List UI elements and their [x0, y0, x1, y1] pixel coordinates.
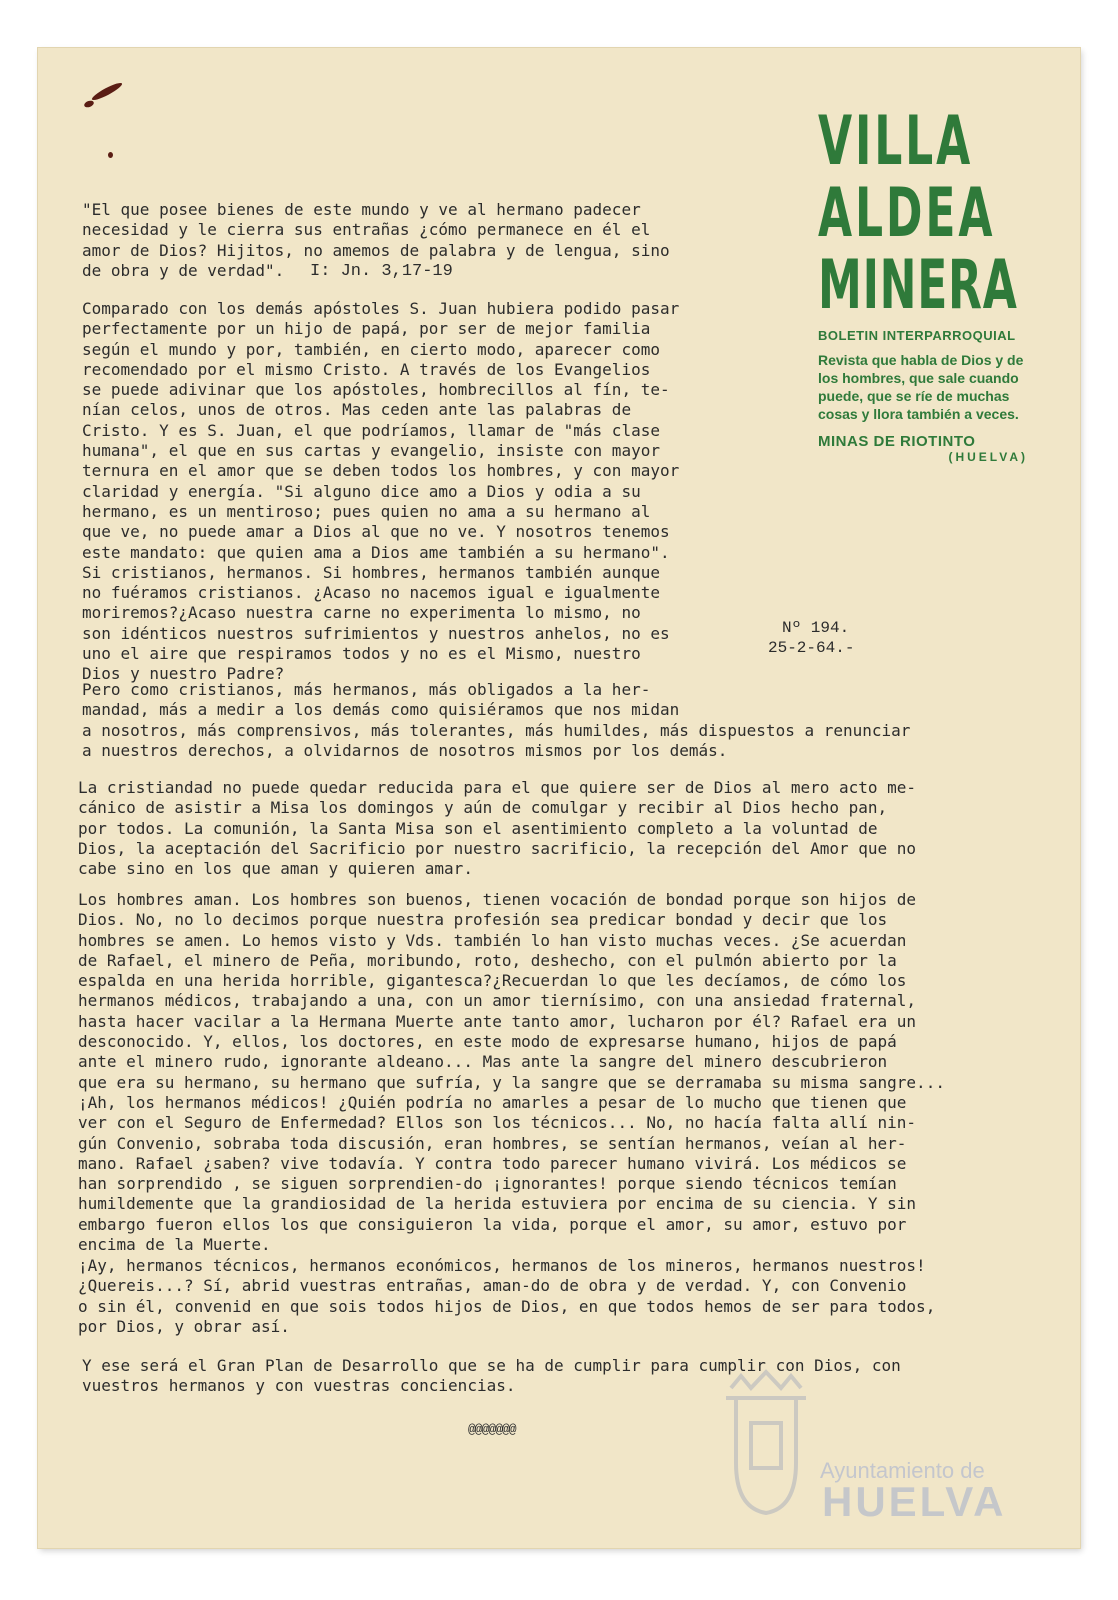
paragraph-5: Y ese será el Gran Plan de Desarrollo que se ha de cumplir para cumplir con Dios, con vuestros hermanos y con vuestras conciencias. — [82, 1356, 901, 1396]
masthead-title-minera: MINERA — [818, 246, 1018, 325]
masthead-place: MINAS DE RIOTINTO — [818, 433, 976, 450]
watermark-line-2: HUELVA — [822, 1478, 1007, 1525]
ink-stain — [90, 80, 123, 102]
issue-info — [768, 618, 854, 658]
masthead-title-villa: VILLA — [818, 102, 974, 181]
opening-quote: "El que posee bienes de este mundo y ve al hermano padecer necesidad y le cierra sus entrañas ¿cómo permanece en él el amor de Dios? Hijitos, no amemos de palabra y de lengua, sino de obra y de verdad". — [82, 200, 670, 280]
masthead-title-aldea: ALDEA — [818, 174, 996, 253]
paragraph-2: La cristiandad no puede quedar reducida para el que quiere ser de Dios al mero acto me- cánico de asistir a Misa los domingos y aún de comulgar y recibir al Dios hecho pan, por todos. La comunión, la Santa Misa son el asentimiento completo a la voluntad de Dios, la aceptación del Sacrificio por nuestro sacrificio, la recepción del Amor que no cabe sino en los que aman y quieren amar. — [78, 778, 917, 879]
paragraph-1: Comparado con los demás apóstoles S. Juan hubiera podido pasar perfectamente por un hijo de papá, por ser de mejor familia según el mundo y por, también, en cierto modo, aparecer como recomendado por el mismo Cristo. A través de los Evangelios se puede adivinar que los apóstoles, hombrecillos al fín, te- nían celos, unos de otros. Mas ceden ante las palabras de Cristo. Y es S. Juan, el que podríamos, llamar de "más clase humana", el que en sus cartas y evangelio, insiste con mayor ternura en el amor que se deben todos los hombres, y con mayor claridad y energía. "Si alguno dice amo a Dios y odia a su hermano, es un mentiroso; pues quien no ama a su hermano al que ve, no puede amar a Dios al que no ve. Y nosotros tenemos este mandato: que quien ama a Dios ame también a su hermano". Si cristianos, hermanos. Si hombres, hermanos también aunque no fuéramos cristianos. ¿Acaso no nacemos igual e igualmente moriremos?¿Acaso nuestra carne no experimenta lo mismo, no son idénticos nuestros sufrimientos y nuestros anhelos, no es uno el aire que respiramos todos y no es el Mismo, nuestro Dios y nuestro Padre? — [82, 299, 680, 684]
masthead-description: Revista que habla de Dios y de los hombres, que sale cuando puede, que se ríe de muchas cosas y llora también a veces. — [818, 352, 1024, 422]
ink-dot — [108, 152, 113, 158]
paragraph-1-end: Pero como cristianos, más hermanos, más obligados a la her- mandad, más a medir a los demás como quisiéramos que nos midan a nosotros, más comprensivos, más tolerantes, más humildes, más dispuestos a renunciar a nuestros derechos, a olvidarnos de nosotros mismos por los demás. — [82, 680, 911, 760]
masthead-province: (HUELVA) — [948, 450, 1028, 464]
issue-number: Nº 194. — [782, 619, 850, 637]
issue-date: 25-2-64.- — [768, 639, 855, 657]
quote-citation: I: Jn. 3,17-19 — [310, 262, 453, 281]
paragraph-4: ¡Ay, hermanos técnicos, hermanos económicos, hermanos de los mineros, hermanos nuestros! ¿Quereis...? Sí, abrid vuestras entrañas, aman-do de obra y de verdad. Y, con Convenio o sin él, convenid en que sois todos hijos de Dios, en que todos hemos de ser para todos, por Dios, y obrar así. — [78, 1256, 936, 1336]
masthead-bulletin: BOLETIN INTERPARROQUIAL — [818, 328, 1016, 343]
paragraph-3: Los hombres aman. Los hombres son buenos, tienen vocación de bondad porque son hijos de Dios. No, no lo decimos porque nuestra profesión sea predicar bondad y decir que los hombres se amen. Lo hemos visto y Vds. también lo han visto muchas veces. ¿Se acuerdan de Rafael, el minero de Peña, moribundo, roto, deshecho, con el pulmón abierto por la espalda en una herida horrible, gigantesca?¿Recuerdan lo que les decíamos, de cómo los hermanos médicos, trabajando a una, con un amor tiernísimo, con una ansiedad fraternal, hasta hacer vacilar a la Hermana Muerte ante tanto amor, lucharon por él? Rafael era un desconocido. Y, ellos, los doctores, en este modo de expresarse humano, hijos de papá ante el minero rudo, ignorante aldeano... Mas ante la sangre del minero descubrieron que era su hermano, su hermano que sufría, y la sangre que se derramaba su misma sangre... ¡Ah, los hermanos médicos! ¿Quién podría no amarles a pesar de lo mucho que tienen que ver con el Seguro de Enfermedad? Ellos son los técnicos... No, no hacía falta allí nin- gún Convenio, sobraba toda discusión, eran hombres, se sentían hermanos, veían al her- mano. Rafael ¿saben? vive todavía. Y contra todo parecer humano vivirá. Los médicos se han sorprendido , se siguen sorprendien-do ¡ignorantes! porque siendo técnicos temían humildemente que la grandiosidad de la herida estuviera por encima de su ciencia. Y sin embargo fueron ellos los que consiguieron la vida, porque el amor, su amor, estuvo por encima de la Muerte. — [78, 890, 945, 1255]
masthead — [818, 102, 1028, 464]
watermark-line-1: Ayuntamiento de — [820, 1458, 985, 1483]
closing-ornament: @@@@@@@ — [468, 1422, 516, 1437]
ink-stain — [83, 99, 94, 108]
